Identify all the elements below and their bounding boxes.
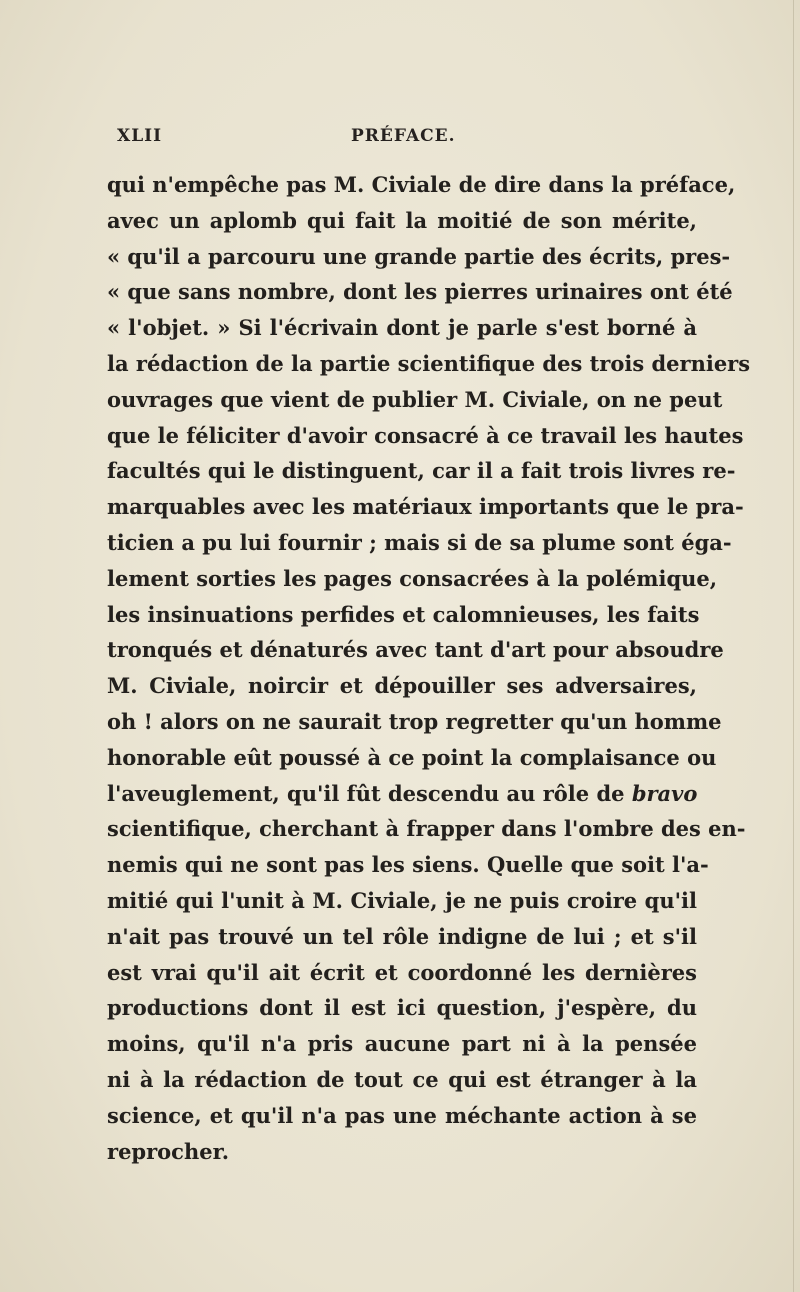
- text-line: [107, 310, 697, 346]
- text-line: [107, 919, 697, 955]
- text-line-content: nemis qui ne sont pas les siens. Quelle que soit l'a-: [107, 852, 709, 878]
- text-line: [107, 1098, 697, 1134]
- text-line: [107, 597, 700, 633]
- text-line-content: n'ait pas trouvé un tel rôle indigne de lui ; et s'il: [107, 923, 697, 949]
- text-line-content: que le féliciter d'avoir consacré à ce travail les hautes: [107, 422, 744, 448]
- text-line-content: tronqués et dénaturés avec tant d'art pour absoudre: [107, 637, 724, 663]
- text-line-content: honorable eût poussé à ce point la complaisance ou: [107, 744, 717, 770]
- page-edge-line: [793, 0, 794, 1292]
- text-line-content: scientifique, cherchant à frapper dans l'ombre des en-: [107, 816, 746, 842]
- body-text: [107, 167, 751, 1169]
- running-title: PRÉFACE.: [351, 126, 456, 146]
- text-line: [107, 346, 751, 382]
- text-line-content: est vrai qu'il ait écrit et coordonné les dernières: [107, 959, 697, 985]
- running-head: [107, 118, 697, 148]
- text-line: [107, 203, 697, 239]
- text-line: [107, 167, 736, 203]
- text-line-content: marquables avec les matériaux importants que le pra-: [107, 494, 744, 520]
- text-line: [107, 740, 717, 776]
- text-line-content: la rédaction de la partie scientifique des trois derniers: [107, 350, 751, 376]
- italic-word: bravo: [631, 780, 698, 806]
- text-line: [107, 1062, 697, 1098]
- text-line-content: moins, qu'il n'a pris aucune part ni à la pensée: [107, 1031, 697, 1057]
- text-line-content: productions dont il est ici question, j'espère, du: [107, 995, 697, 1021]
- text-line: [107, 1134, 697, 1170]
- text-line-content: « qu'il a parcouru une grande partie des écrits, pres-: [107, 243, 731, 269]
- text-line: [107, 453, 736, 489]
- text-line: [107, 955, 697, 991]
- text-line: [107, 561, 718, 597]
- text-line: [107, 776, 697, 812]
- text-line-content: ticien a pu lui fournir ; mais si de sa plume sont éga-: [107, 529, 732, 555]
- text-line-content: reprocher.: [107, 1138, 230, 1164]
- text-line: [107, 525, 732, 561]
- text-line: [107, 382, 723, 418]
- text-line: [107, 274, 733, 310]
- text-line-content: « l'objet. » Si l'écrivain dont je parle s'est borné à: [107, 315, 697, 341]
- text-line: [107, 704, 722, 740]
- text-line-content: mitié qui l'unit à M. Civiale, je ne puis croire qu'il: [107, 887, 697, 913]
- text-line-content: science, et qu'il n'a pas une méchante action à se: [107, 1102, 697, 1128]
- text-line: [107, 811, 746, 847]
- text-line: [107, 489, 744, 525]
- text-line: [107, 883, 697, 919]
- text-line-content: facultés qui le distinguent, car il a fait trois livres re-: [107, 458, 736, 484]
- text-line: [107, 990, 697, 1026]
- text-line-content: oh ! alors on ne saurait trop regretter qu'un homme: [107, 708, 722, 734]
- text-line: [107, 1026, 697, 1062]
- text-line-content: l'aveuglement, qu'il fût descendu au rôle de: [107, 780, 625, 806]
- text-line: [107, 668, 697, 704]
- text-line-content: les insinuations perfides et calomnieuses, les faits: [107, 601, 700, 627]
- text-line-content: M. Civiale, noircir et dépouiller ses adversaires,: [107, 673, 697, 699]
- text-line-content: avec un aplomb qui fait la moitié de son mérite,: [107, 207, 697, 233]
- text-line: [107, 632, 724, 668]
- text-line-content: ouvrages que vient de publier M. Civiale, on ne peut: [107, 386, 723, 412]
- page-number: XLII: [117, 126, 163, 146]
- text-line: [107, 418, 744, 454]
- text-line-content: qui n'empêche pas M. Civiale de dire dans la préface,: [107, 172, 736, 197]
- text-line-content: ni à la rédaction de tout ce qui est étranger à la: [107, 1066, 697, 1092]
- text-line-content: « que sans nombre, dont les pierres urinaires ont été: [107, 279, 733, 305]
- text-line-content: lement sorties les pages consacrées à la polémique,: [107, 565, 718, 591]
- text-line: [107, 239, 731, 275]
- text-line: [107, 847, 709, 883]
